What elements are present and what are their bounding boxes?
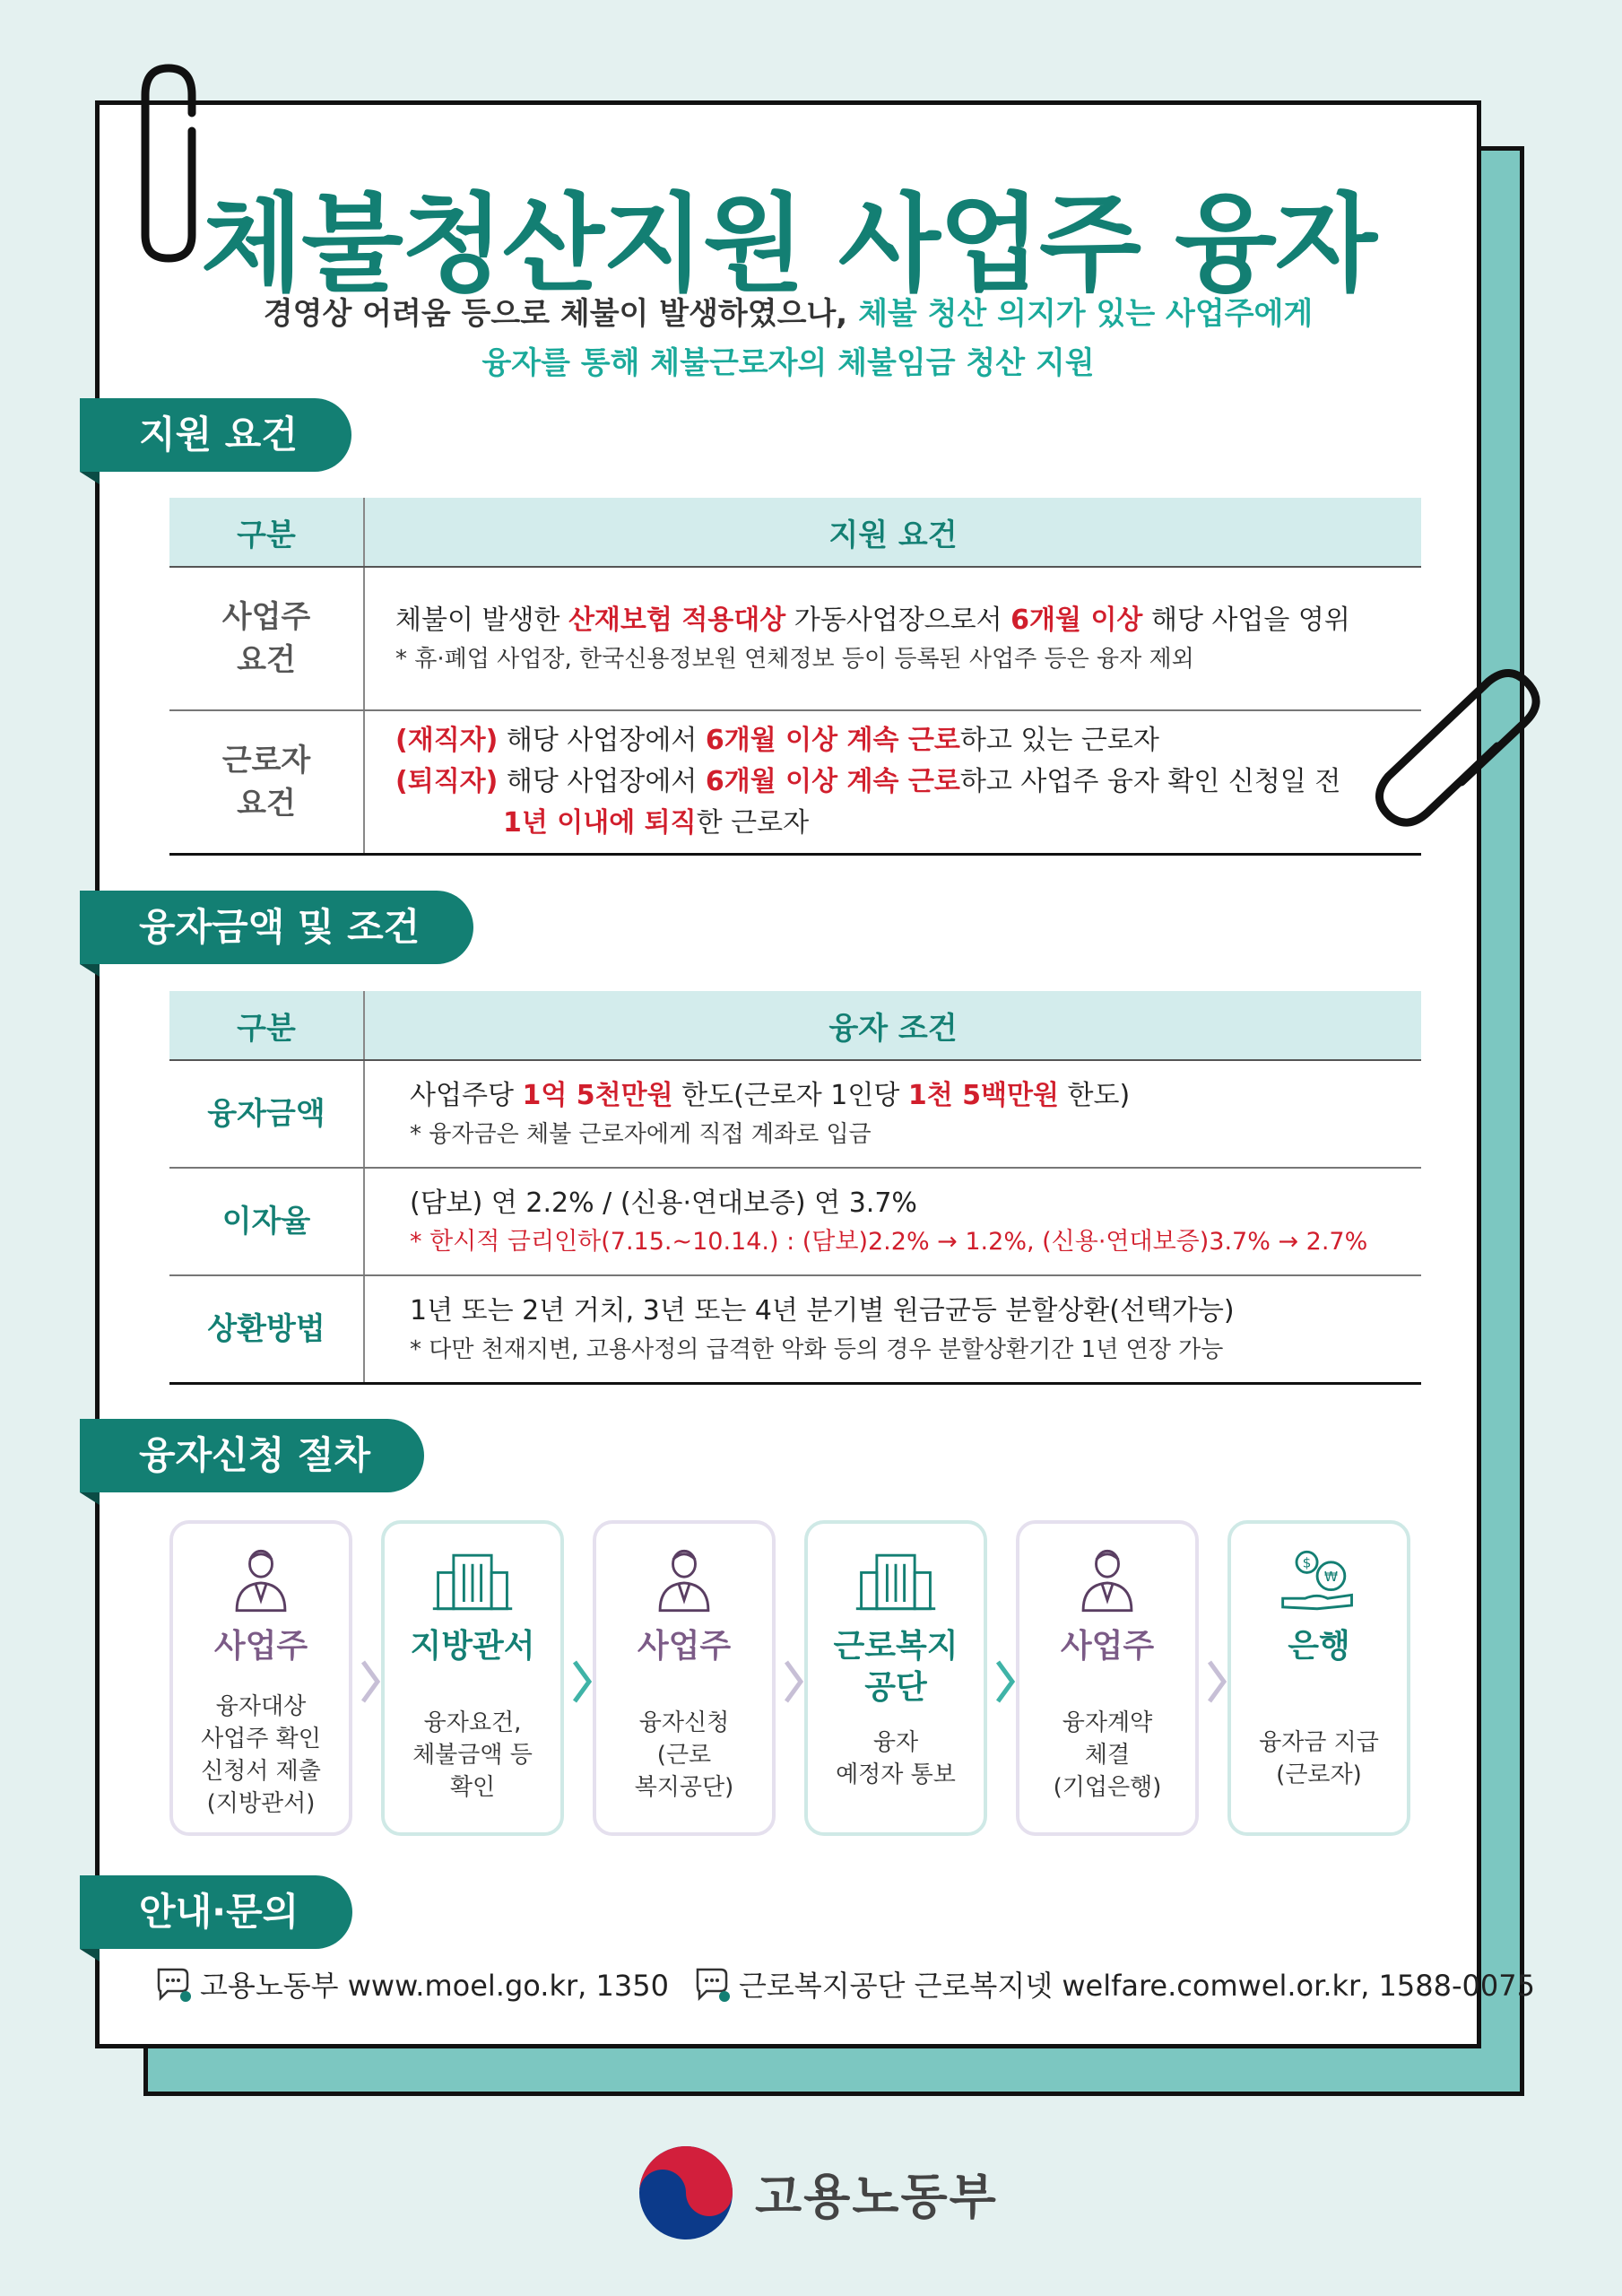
row-label: 사업주 요건 bbox=[169, 567, 364, 710]
ministry-logo: 고용노동부 bbox=[637, 2144, 998, 2242]
table-header-cell: 구분 bbox=[169, 991, 364, 1060]
row-content: 체불이 발생한 산재보험 적용대상 가동사업장으로서 6개월 이상 해당 사업을 영위 * 휴·폐업 사업장, 한국신용정보원 연체정보 등이 등록된 사업주 등은 융자 제외 bbox=[364, 567, 1421, 710]
section-tag-procedure: 융자신청 절차 bbox=[80, 1419, 424, 1492]
building-icon bbox=[385, 1545, 560, 1617]
row-label: 이자율 bbox=[169, 1168, 364, 1275]
table-row bbox=[169, 1168, 1421, 1275]
table-header-cell: 융자 조건 bbox=[364, 991, 1421, 1060]
section-tag-support: 지원 요건 bbox=[80, 398, 351, 472]
contact-comwel: 근로복지공단 근로복지넷 welfare.comwel.or.kr, 1588-0075 bbox=[738, 1969, 1535, 2003]
step-card: 사업주 융자계약 체결 (기업은행) bbox=[1016, 1520, 1199, 1836]
money-icon bbox=[1231, 1545, 1407, 1617]
table-header-row bbox=[169, 498, 1421, 567]
svg-text:$: $ bbox=[1302, 1554, 1312, 1571]
building-icon bbox=[808, 1545, 984, 1617]
contact-line bbox=[153, 1963, 1535, 2005]
step-card: 근로복지 공단 융자 예정자 통보 bbox=[804, 1520, 987, 1836]
table-row bbox=[169, 710, 1421, 854]
loan-table bbox=[169, 991, 1421, 1385]
person-icon bbox=[1019, 1545, 1195, 1617]
table-header-cell: 지원 요건 bbox=[364, 498, 1421, 567]
section-tag-loan: 융자금액 및 조건 bbox=[80, 891, 473, 964]
support-table bbox=[169, 498, 1421, 856]
poster-sheet bbox=[95, 100, 1535, 2048]
step-card: $ ₩ 은행 융자금 지급 (근로자) bbox=[1227, 1520, 1410, 1836]
intro-line-2: 융자를 통해 체불근로자의 체불임금 청산 지원 bbox=[481, 345, 1095, 381]
paperclip-icon bbox=[1363, 664, 1551, 834]
table-row bbox=[169, 567, 1421, 710]
row-label: 근로자 요건 bbox=[169, 710, 364, 854]
person-icon bbox=[173, 1545, 349, 1617]
row-label: 상환방법 bbox=[169, 1275, 364, 1383]
intro-line-1: 경영상 어려움 등으로 체불이 발생하였으나, 체불 청산 의지가 있는 사업주에게 bbox=[263, 296, 1314, 332]
poster-title: 체불청산지원 사업주 융자 bbox=[200, 182, 1376, 306]
contact-moel: 고용노동부 www.moel.go.kr, 1350 bbox=[200, 1969, 669, 2003]
table-header-row bbox=[169, 991, 1421, 1060]
person-icon bbox=[596, 1545, 772, 1617]
row-content: (재직자) 해당 사업장에서 6개월 이상 계속 근로하고 있는 근로자 (퇴직자) 해당 사업장에서 6개월 이상 계속 근로하고 사업주 융자 확인 신청일 전 1년 이내에 퇴직한 근로자 bbox=[364, 710, 1421, 854]
paperclip-icon bbox=[133, 59, 204, 265]
table-row bbox=[169, 1275, 1421, 1383]
row-content: 사업주당 1억 5천만원 한도(근로자 1인당 1천 5백만원 한도) * 융자금은 체불 근로자에게 직접 계좌로 입금 bbox=[364, 1060, 1421, 1168]
row-label: 융자금액 bbox=[169, 1060, 364, 1168]
chat-icon bbox=[692, 1964, 732, 2004]
section-tag-contact: 안내·문의 bbox=[80, 1875, 352, 1949]
step-card: 사업주 융자신청 (근로 복지공단) bbox=[593, 1520, 776, 1836]
chat-icon bbox=[153, 1964, 193, 2004]
table-row bbox=[169, 1060, 1421, 1168]
step-card: 지방관서 융자요건, 체불금액 등 확인 bbox=[381, 1520, 564, 1836]
row-content: (담보) 연 2.2% / (신용·연대보증) 연 3.7% * 한시적 금리인하(7.15.~10.14.) : (담보)2.2% → 1.2%, (신용·연대보증)3.7% → 2.7% bbox=[364, 1168, 1421, 1275]
table-header-cell: 구분 bbox=[169, 498, 364, 567]
procedure-steps bbox=[169, 1520, 1443, 1843]
taegeuk-emblem-icon bbox=[637, 2144, 735, 2242]
svg-text:₩: ₩ bbox=[1323, 1569, 1339, 1585]
row-content: 1년 또는 2년 거치, 3년 또는 4년 분기별 원금균등 분할상환(선택가능) * 다만 천재지변, 고용사정의 급격한 악화 등의 경우 분할상환기간 1년 연장 가능 bbox=[364, 1275, 1421, 1383]
step-card: 사업주 융자대상 사업주 확인 신청서 제출 (지방관서) bbox=[169, 1520, 352, 1836]
